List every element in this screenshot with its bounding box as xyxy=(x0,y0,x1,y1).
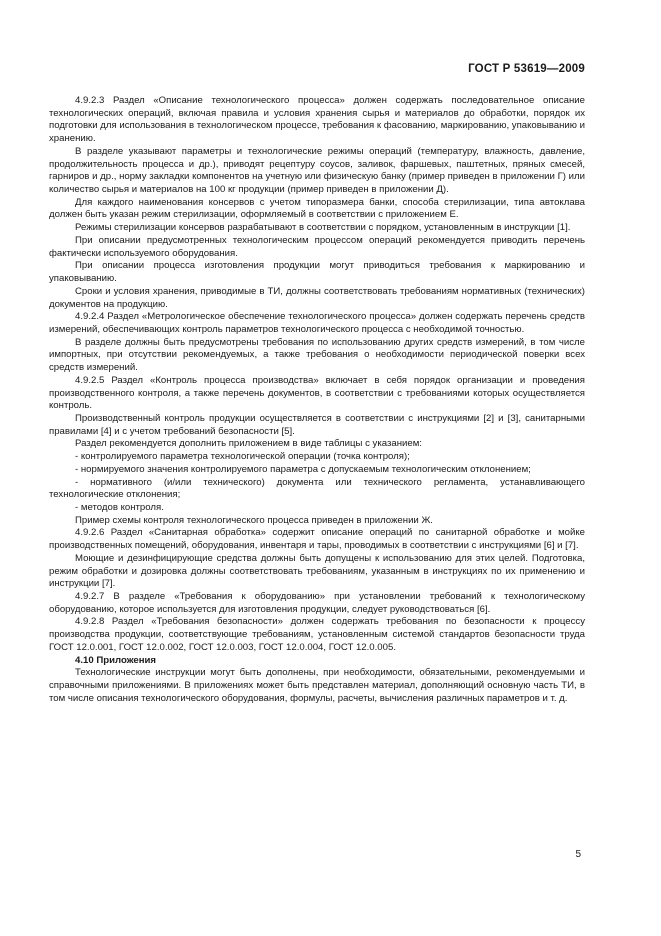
paragraph-detergents: Моющие и дезинфицирующие средства должны быть допущены к использованию для этих целей. Подготовка, режим обработки и дозировка должны соответствовать требованиям, указанным в инструкциях по их применению и инструкции [7]. xyxy=(49,552,585,590)
paragraph-4-9-2-4: 4.9.2.4 Раздел «Метрологическое обеспечение технологического процесса» должен содержать перечень средств измерений, обеспечивающих контроль параметров технологического процесса с необходимой точностью. xyxy=(49,311,585,335)
paragraph-4-9-2-8: 4.9.2.8 Раздел «Требования безопасности» должен содержать требования по безопасности к процессу производства продукции, соответствующие требованиям, установленным системой стандартов безопасности труда ГОСТ 12.0.001, ГОСТ 12.0.002, ГОСТ 12.0.003, ГОСТ 12.0.004, ГОСТ 12.0.005. xyxy=(49,616,585,653)
page-number: 5 xyxy=(575,849,581,860)
paragraph-4-9-2-3: 4.9.2.3 Раздел «Описание технологического процесса» должен содержать последовательное описание технологических операций, включая правила и условия хранения сырья и материалов до обработки, порядок их подготовки для использования в технологическом процессе, требования к фасованию, маркированию, упаковыванию и хранению. xyxy=(49,95,585,145)
document-code: ГОСТ Р 53619—2009 xyxy=(468,63,585,75)
paragraph-marking: При описании процесса изготовления продукции могут приводиться требования к маркированию и упаковыванию. xyxy=(49,260,585,285)
paragraph-4-9-2-5: 4.9.2.5 Раздел «Контроль процесса производства» включает в себя порядок организации и проведения производственного контроля, а также перечень документов, в соответствии с требованиями которых осуществляется контроль. xyxy=(49,374,585,412)
paragraph-production-control: Производственный контроль продукции осуществляется в соответствии с инструкциями [2] и [3], санитарными правилами [4] и с учетом требований безопасности [5]. xyxy=(49,412,585,437)
document-body xyxy=(49,95,585,706)
list-item: - контролируемого параметра технологической операции (точка контроля); xyxy=(75,451,410,463)
list-item: - методов контроля. xyxy=(75,502,164,513)
paragraph-4-9-2-7: 4.9.2.7 В разделе «Требования к оборудованию» при установлении требований к технологическому оборудованию, которое используется для изготовления продукции, следует руководствоваться [6]. xyxy=(49,591,585,615)
paragraph-4-9-2-6: 4.9.2.6 Раздел «Санитарная обработка» содержит описание операций по санитарной обработке и мойке производственных помещений, оборудования, инвентаря и тары, проводимых в соответствии с инструкциями [6] и [7]. xyxy=(49,527,585,552)
list-item: - нормативного (и/или технического) документа или технического регламента, устанавливающего технологические отклонения; xyxy=(49,476,585,501)
section-heading-4-10: 4.10 Приложения xyxy=(75,654,156,666)
paragraph-table-intro: Раздел рекомендуется дополнить приложением в виде таблицы с указанием: xyxy=(75,438,422,450)
paragraph-control-scheme: Пример схемы контроля технологического процесса приведен в приложении Ж. xyxy=(75,514,433,526)
paragraph-sterilization-mode: Для каждого наименования консервов с учетом типоразмера банки, способа стерилизации, типа автоклава должен быть указан режим стерилизации, оформляемый в соответствии с приложением Е. xyxy=(49,196,585,221)
list-item: - нормируемого значения контролируемого параметра с допускаемым технологическим отклонением; xyxy=(75,463,531,475)
paragraph-sterilization-rules: Режимы стерилизации консервов разрабатывают в соответствии с порядком, установленным в инструкции [1]. xyxy=(75,222,571,234)
paragraph-storage: Сроки и условия хранения, приводимые в ТИ, должны соответствовать требованиям нормативных (технических) документов на продукцию. xyxy=(49,285,585,310)
paragraph-appendices: Технологические инструкции могут быть дополнены, при необходимости, обязательными, рекомендуемыми и справочными приложениями. В приложениях может быть представлен материал, дополняющий основную часть ТИ, в том числе описания технологического оборудования, формулы, расчеты, вычисления различных параметров и т. д. xyxy=(49,667,585,704)
paragraph-measurement: В разделе должны быть предусмотрены требования по использованию других средств измерений, в том числе импортных, при отсутствии рекомендуемых, а также требования о необходимости периодической поверки всех средств измерений. xyxy=(49,336,585,374)
paragraph-modes: В разделе указывают параметры и технологические режимы операций (температуру, влажность, давление, продолжительность процесса и др.), приводят рецептуру соусов, заливок, фаршевых, паштетных, пряных смесей, гарниров и др., норму закладки компонентов на учетную или физическую банку (пример приведен в приложении Г) или количество сырья и материалов на 100 кг продукции (пример приведен в приложении Д). xyxy=(49,145,585,196)
paragraph-equipment-list: При описании предусмотренных технологическим процессом операций рекомендуется приводить перечень фактически используемого оборудования. xyxy=(49,234,585,259)
